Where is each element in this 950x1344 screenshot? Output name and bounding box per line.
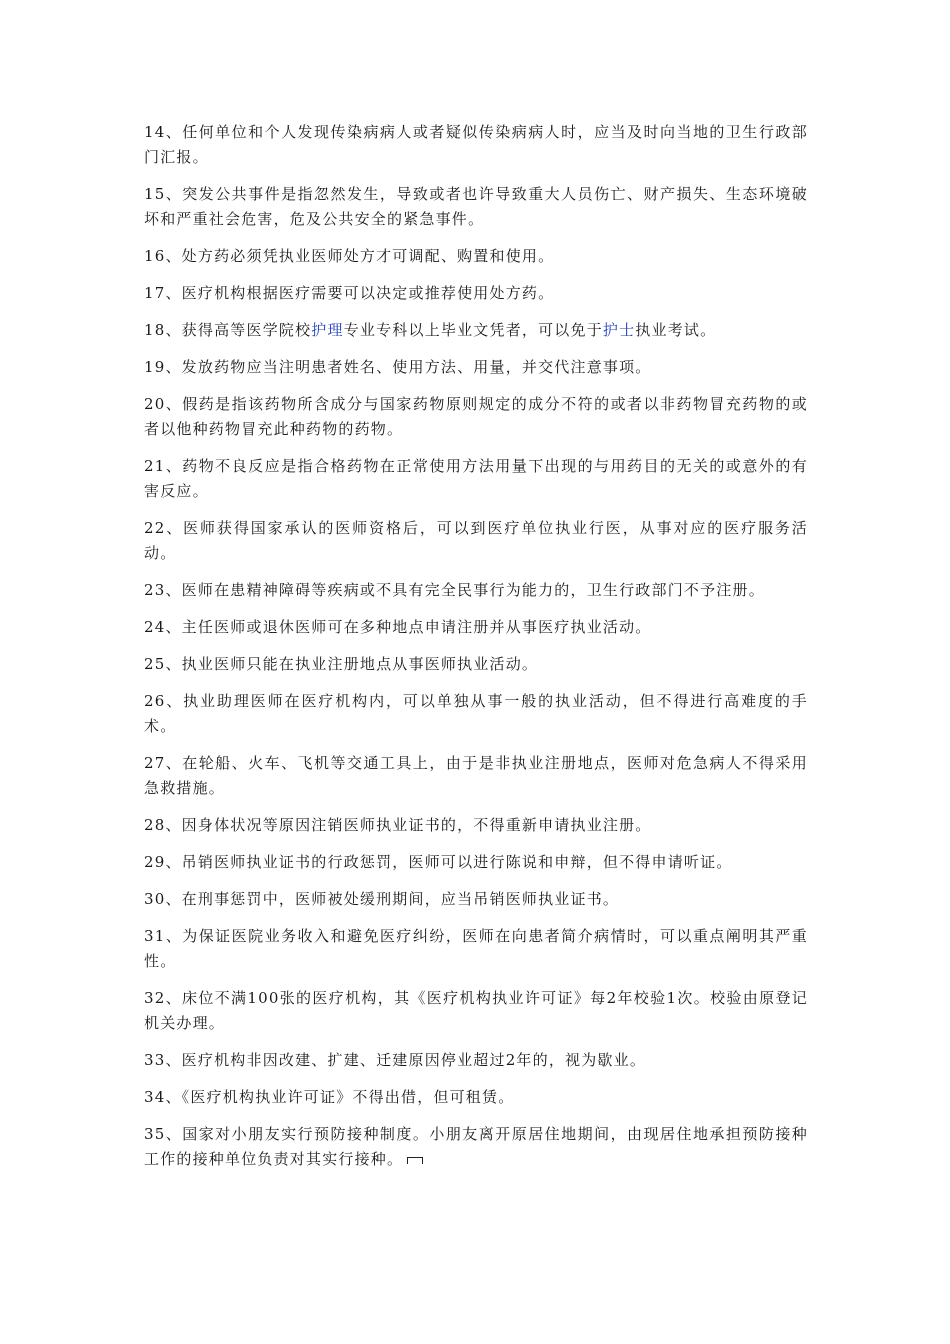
item-27: 27、在轮船、火车、飞机等交通工具上，由于是非执业注册地点，医师对危急病人不得采用急救措施。 <box>144 754 808 797</box>
item-22: 22、医师获得国家承认的医师资格后，可以到医疗单位执业行医，从事对应的医疗服务活动。 <box>144 519 808 562</box>
item-32: 32、床位不满100张的医疗机构，其《医疗机构执业许可证》每2年校验1次。校验由原登记机关办理。 <box>144 989 808 1032</box>
nurse-link[interactable]: 护士 <box>602 321 636 339</box>
item-19: 19、发放药物应当注明患者姓名、使用方法、用量，并交代注意事项。 <box>144 358 652 376</box>
item-24: 24、主任医师或退休医师可在多种地点申请注册并从事医疗执业活动。 <box>144 618 652 636</box>
item-35-text: 35、国家对小朋友实行预防接种制度。小朋友离开原居住地期间，由现居住地承担预防接种工作的接种单位负责对其实行接种。 <box>144 1125 808 1168</box>
item-20: 20、假药是指该药物所含成分与国家药物原则规定的成分不符的或者以非药物冒充药物的或者以他种药物冒充此种药物的药物。 <box>144 395 808 438</box>
item-21: 21、药物不良反应是指合格药物在正常使用方法用量下出现的与用药目的无关的或意外的有害反应。 <box>144 457 808 500</box>
item-16: 16、处方药必须凭执业医师处方才可调配、购置和使用。 <box>144 247 555 265</box>
item-33: 33、医疗机构非因改建、扩建、迁建原因停业超过2年的，视为歇业。 <box>144 1051 647 1069</box>
item-35 <box>144 1122 808 1172</box>
item-18-part2: 专业专科以上毕业文凭者，可以免于 <box>343 321 603 339</box>
item-15: 15、突发公共事件是指忽然发生，导致或者也许导致重大人员伤亡、财产损失、生态环境破坏和严重社会危害，危及公共安全的紧急事件。 <box>144 185 808 228</box>
document-body <box>144 120 808 1184</box>
item-31: 31、为保证医院业务收入和避免医疗纠纷，医师在向患者简介病情时，可以重点阐明其严重性。 <box>144 927 808 970</box>
item-25: 25、执业医师只能在执业注册地点从事医师执业活动。 <box>144 655 539 673</box>
item-14: 14、任何单位和个人发现传染病病人或者疑似传染病病人时，应当及时向当地的卫生行政部门汇报。 <box>144 123 808 166</box>
item-18-part1: 18、获得高等医学院校 <box>144 321 312 339</box>
item-30: 30、在刑事惩罚中，医师被处缓刑期间，应当吊销医师执业证书。 <box>144 890 620 908</box>
item-28: 28、因身体状况等原因注销医师执业证书的，不得重新申请执业注册。 <box>144 816 652 834</box>
item-18-part3: 执业考试。 <box>635 321 717 339</box>
item-26: 26、执业助理医师在医疗机构内，可以单独从事一般的执业活动，但不得进行高难度的手术。 <box>144 692 808 735</box>
item-17: 17、医疗机构根据医疗需要可以决定或推荐使用处方药。 <box>144 284 555 302</box>
item-23: 23、医师在患精神障碍等疾病或不具有完全民事行为能力的，卫生行政部门不予注册。 <box>144 581 765 599</box>
end-mark-icon <box>407 1157 423 1164</box>
item-29: 29、吊销医师执业证书的行政惩罚，医师可以进行陈说和申辩，但不得申请听证。 <box>144 853 733 871</box>
nursing-link[interactable]: 护理 <box>311 321 344 339</box>
item-34: 34、《医疗机构执业许可证》不得出借，但可租赁。 <box>144 1088 515 1106</box>
item-18 <box>144 318 808 343</box>
